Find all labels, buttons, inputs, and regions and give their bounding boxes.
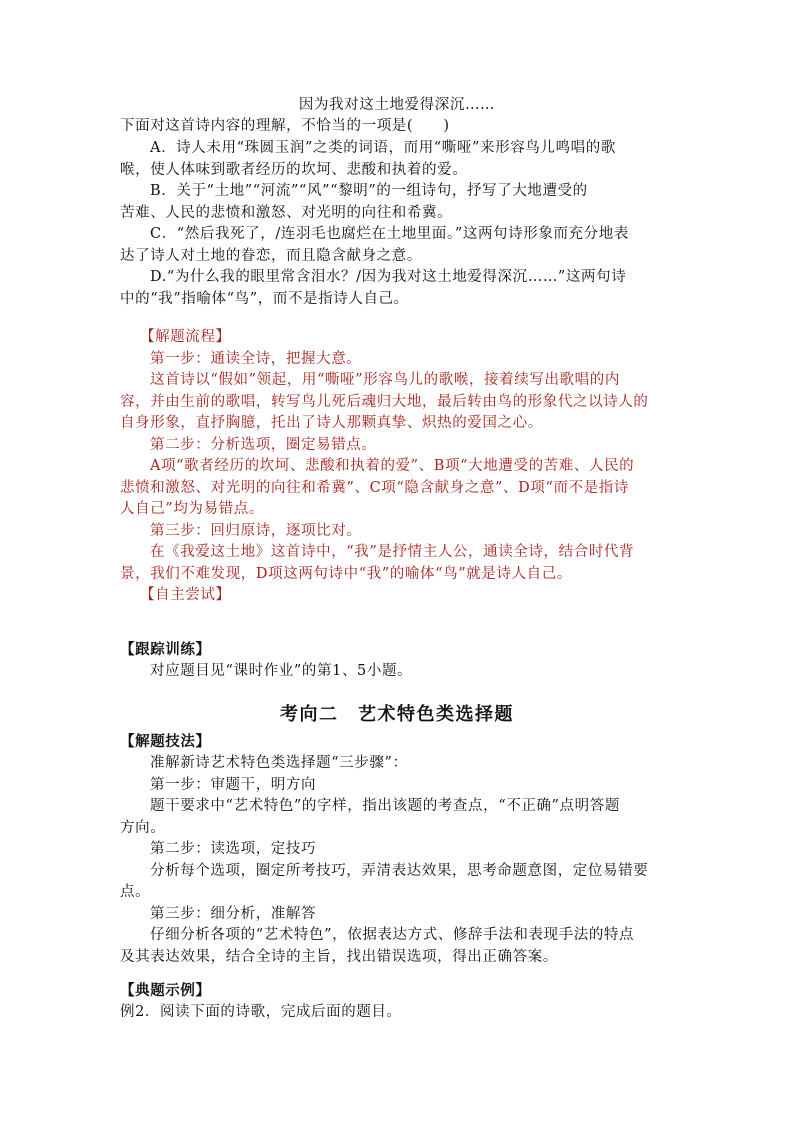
step3-line-2: 景，我们不难发现，D项这两句诗中“我”的喻体“鸟”就是诗人自己。	[120, 566, 572, 582]
example-text: 例2．阅读下面的诗歌，完成后面的题目。	[120, 1004, 402, 1020]
question-stem: 下面对这首诗内容的理解，不恰当的一项是( )	[120, 118, 450, 134]
option-c-line-1: C．“然后我死了，/连羽毛也腐烂在土地里面。”这两句诗形象而充分地表	[150, 226, 629, 242]
s3-line-1: 仔细分析各项的“艺术特色”，依据表达方式、修辞手法和表现手法的特点	[150, 927, 635, 943]
tips-heading: 【解题技法】	[120, 733, 211, 750]
s1-line-2: 方向。	[120, 820, 166, 836]
s1-line-1: 题干要求中“艺术特色”的字样，指出该题的考查点，“不正确”点明答题	[150, 798, 620, 814]
s2-line-1: 分析每个选项，圈定所考技巧，弄清表达效果，思考命题意图，定位易错要	[150, 863, 649, 879]
s1-title: 第一步：审题干，明方向	[150, 777, 317, 793]
option-a-line-2: 喉，使人体味到歌者经历的坎坷、悲酸和执着的爱。	[120, 162, 468, 178]
option-a-line-1: A．诗人未用“珠圆玉润”之类的词语，而用“嘶哑”来形容鸟儿鸣唱的歌	[150, 140, 616, 156]
step2-title: 第二步：分析选项，圈定易错点。	[150, 437, 377, 453]
step1-title: 第一步：通读全诗，把握大意。	[150, 351, 362, 367]
step3-title: 第三步：回归原诗，逐项比对。	[150, 523, 362, 539]
tips-intro: 准解新诗艺术特色类选择题“三步骤”：	[150, 755, 408, 771]
step1-line-3: 自身形象，直抒胸臆，托出了诗人那颗真挚、炽热的爱国之心。	[120, 415, 543, 431]
step2-line-1: A项“歌者经历的坎坷、悲酸和执着的爱”、B项“大地遭受的苦难、人民的	[150, 458, 635, 474]
s3-title: 第三步：细分析，准解答	[150, 906, 317, 922]
s3-line-2: 及其表达效果，结合全诗的主旨，找出错误选项，得出正确答案。	[120, 949, 558, 965]
option-c-line-2: 达了诗人对土地的眷恋，而且隐含献身之意。	[120, 248, 422, 264]
solution-heading: 【解题流程】	[140, 329, 231, 345]
step2-line-2: 悲愤和激怒、对光明的向往和希冀”、C项“隐含献身之意”、D项“而不是指诗	[120, 480, 629, 496]
example-heading: 【典题示例】	[120, 982, 211, 999]
step3-line-1: 在《我爱这土地》这首诗中，“我”是抒情主人公，通读全诗，结合时代背	[150, 544, 635, 560]
s2-line-2: 点。	[120, 884, 151, 900]
self-try-label: 【自主尝试】	[140, 587, 231, 603]
option-b-line-1: B．关于“土地”“河流”“风”“黎明”的一组诗句，抒写了大地遭受的	[150, 183, 588, 199]
option-d-line-1: D.“为什么我的眼里常含泪水？/因为我对这土地爱得深沉……”这两句诗	[150, 269, 627, 285]
option-b-line-2: 苦难、人民的悲愤和激怒、对光明的向往和希冀。	[120, 205, 453, 221]
poem-last-line: 因为我对这土地爱得深沉……	[298, 97, 496, 113]
section-title: 考向二 艺术特色类选择题	[280, 704, 514, 725]
step2-line-3: 人自己”均为易错点。	[120, 501, 264, 517]
step1-line-1: 这首诗以“假如”领起，用“嘶哑”形容鸟儿的歌喉，接着续写出歌唱的内	[150, 372, 620, 388]
s2-title: 第二步：读选项，定技巧	[150, 841, 317, 857]
follow-training-heading: 【跟踪训练】	[120, 641, 211, 658]
option-d-line-2: 中的“我”指喻体“鸟”，而不是指诗人自己。	[120, 291, 409, 307]
step1-line-2: 容，并由生前的歌唱，转写鸟儿死后魂归大地，最后转由鸟的形象代之以诗人的	[120, 394, 649, 410]
follow-training-text: 对应题目见“课时作业”的第1、5小题。	[150, 663, 413, 679]
